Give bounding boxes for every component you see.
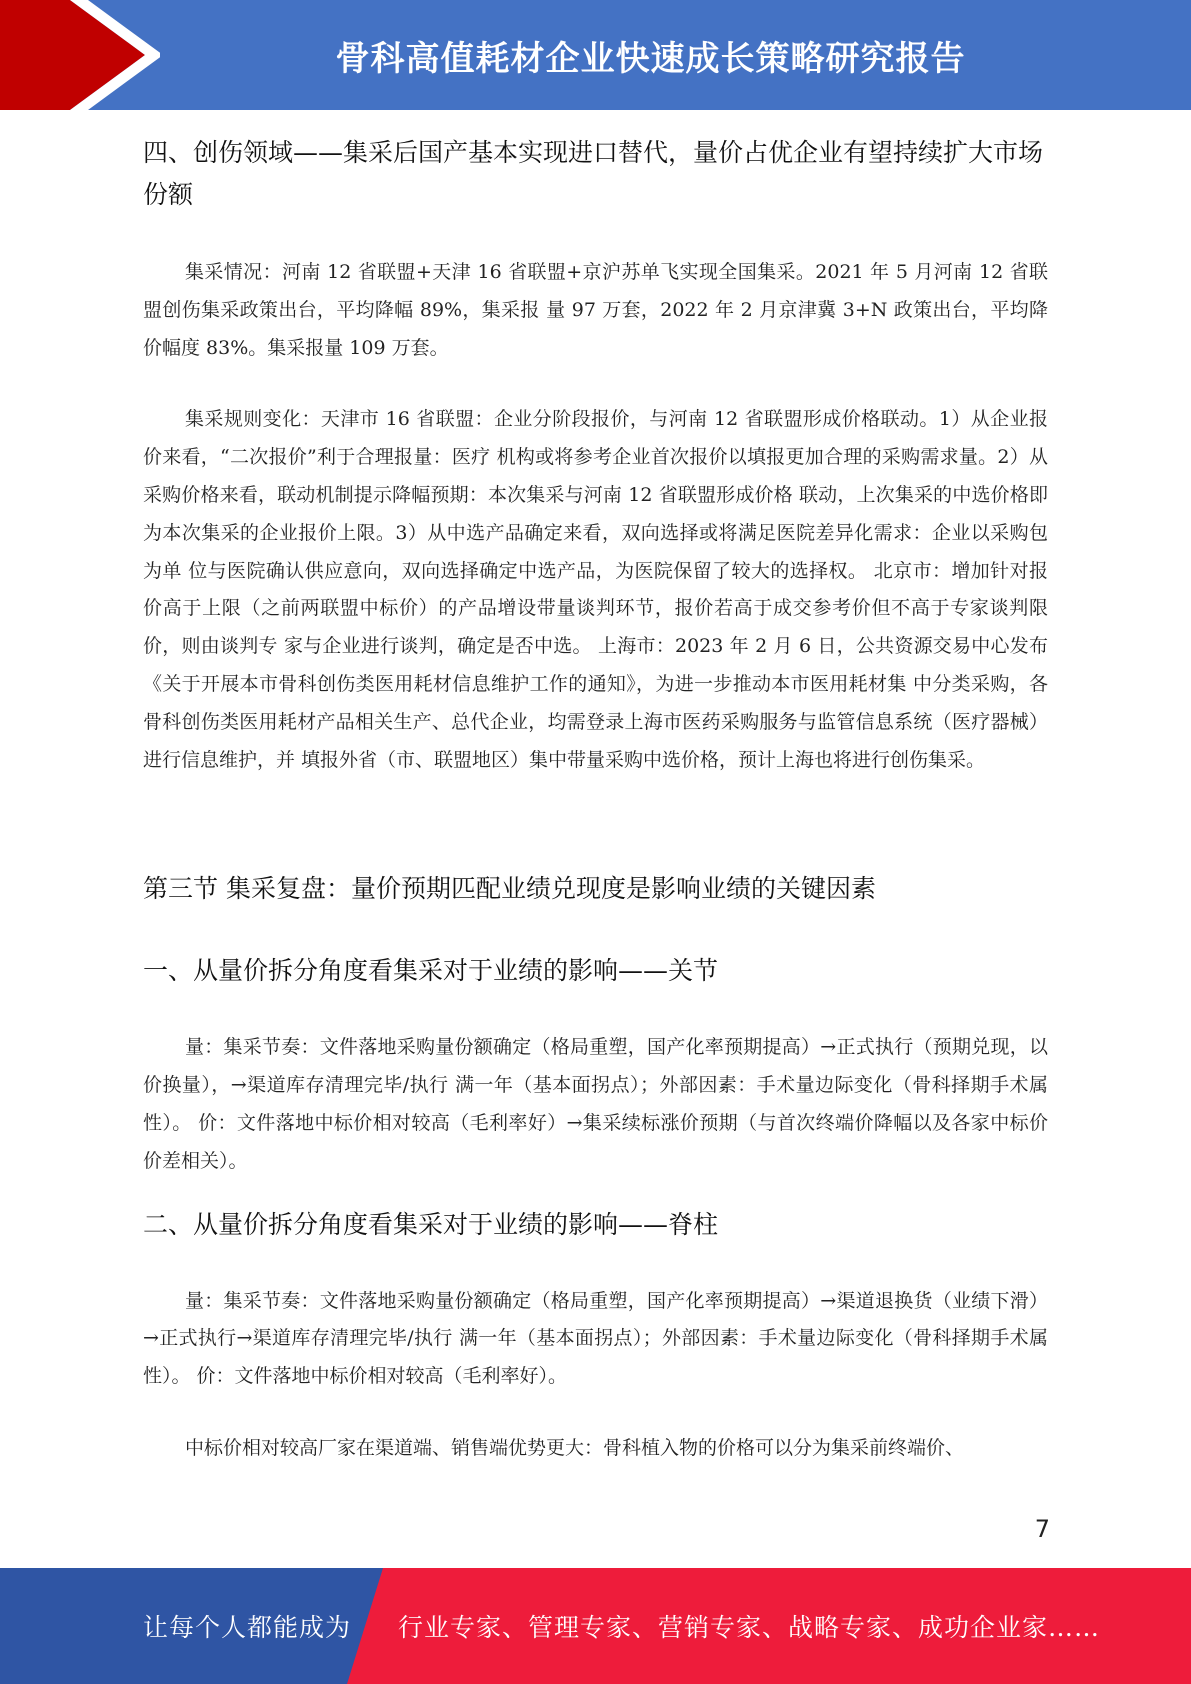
page-header xyxy=(0,0,1191,110)
paragraph-procurement-status: 集采情况：河南 12 省联盟+天津 16 省联盟+京沪苏单飞实现全国集采。2021 年 5 月河南 12 省联盟创伤集采政策出台，平均降幅 89%，集采报 量 97 万套，2022 年 2 月京津冀 3+N 政策出台，平均降价幅度 83%。集采报量 109 万套。 xyxy=(143,261,1048,359)
chapter-heading-review: 第三节 集采复盘：量价预期匹配业绩兑现度是影响业绩的关键因素 xyxy=(143,874,876,904)
section-heading-trauma: 四、创伤领域——集采后国产基本实现进口替代，量价占优企业有望持续扩大市场份额 xyxy=(143,138,1044,209)
paragraph-joint-analysis: 量：集采节奏：文件落地采购量份额确定（格局重塑，国产化率预期提高）→正式执行（预期兑现，以价换量），→渠道库存清理完毕/执行 满一年（基本面拐点）；外部因素：手术量边际变化（骨科择期手术属性）。 价：文件落地中标价相对较高（毛利率好）→集采续标涨价预期（与首次终端价降幅以及各家中标价价差相关）。 xyxy=(143,1036,1048,1172)
report-title: 骨科高值耗材企业快速成长策略研究报告 xyxy=(335,38,966,79)
paragraph-procurement-rules: 集采规则变化：天津市 16 省联盟：企业分阶段报价，与河南 12 省联盟形成价格联动。1）从企业报价来看，“二次报价”利于合理报量：医疗 机构或将参考企业首次报价以填报更加合理的采购需求量。2）从采购价格来看，联动机制提示降幅预期：本次集采与河南 12 省联盟形成价格 联动，上次集采的中选价格即为本次集采的企业报价上限。3）从中选产品确定来看，双向选择或将满足医院差异化需求：企业以采购包为单 位与医院确认供应意向，双向选择确定中选产品，为医院保留了较大的选择权。 北京市：增加针对报价高于上限（之前两联盟中标价）的产品增设带量谈判环节，报价若高于成交参考价但不高于专家谈判限价，则由谈判专 家与企业进行谈判，确定是否中选。 上海市：2023 年 2 月 6 日，公共资源交易中心发布《关于开展本市骨科创伤类医用耗材信息维护工作的通知》，为进一步推动本市医用耗材集 中分类采购，各骨科创伤类医用耗材产品相关生产、总代企业，均需登录上海市医药采购服务与监管信息系统（医疗器械）进行信息维护，并 填报外省（市、联盟地区）集中带量采购中选价格，预计上海也将进行创伤集采。 xyxy=(143,408,1048,771)
footer-slogan-left: 让每个人都能成为 xyxy=(143,1613,352,1642)
section-heading-joint: 一、从量价拆分角度看集采对于业绩的影响——关节 xyxy=(143,956,719,986)
section-heading-spine: 二、从量价拆分角度看集采对于业绩的影响——脊柱 xyxy=(143,1209,719,1239)
footer-slogan-right: 行业专家、管理专家、营销专家、战略专家、成功企业家…… xyxy=(398,1613,1101,1642)
page-number: 7 xyxy=(1034,1515,1050,1543)
document-body xyxy=(143,130,1048,1468)
paragraph-spine-analysis: 量：集采节奏：文件落地采购量份额确定（格局重塑，国产化率预期提高）→渠道退换货（业绩下滑）→正式执行→渠道库存清理完毕/执行 满一年（基本面拐点）；外部因素：手术量边际变化（骨科择期手术属性）。 价：文件落地中标价相对较高（毛利率好）。 xyxy=(143,1289,1048,1388)
page-footer xyxy=(0,1568,1191,1684)
header-chevron-decoration xyxy=(0,0,160,110)
paragraph-bid-price-advantage: 中标价相对较高厂家在渠道端、销售端优势更大：骨科植入物的价格可以分为集采前终端价、 xyxy=(185,1436,965,1459)
